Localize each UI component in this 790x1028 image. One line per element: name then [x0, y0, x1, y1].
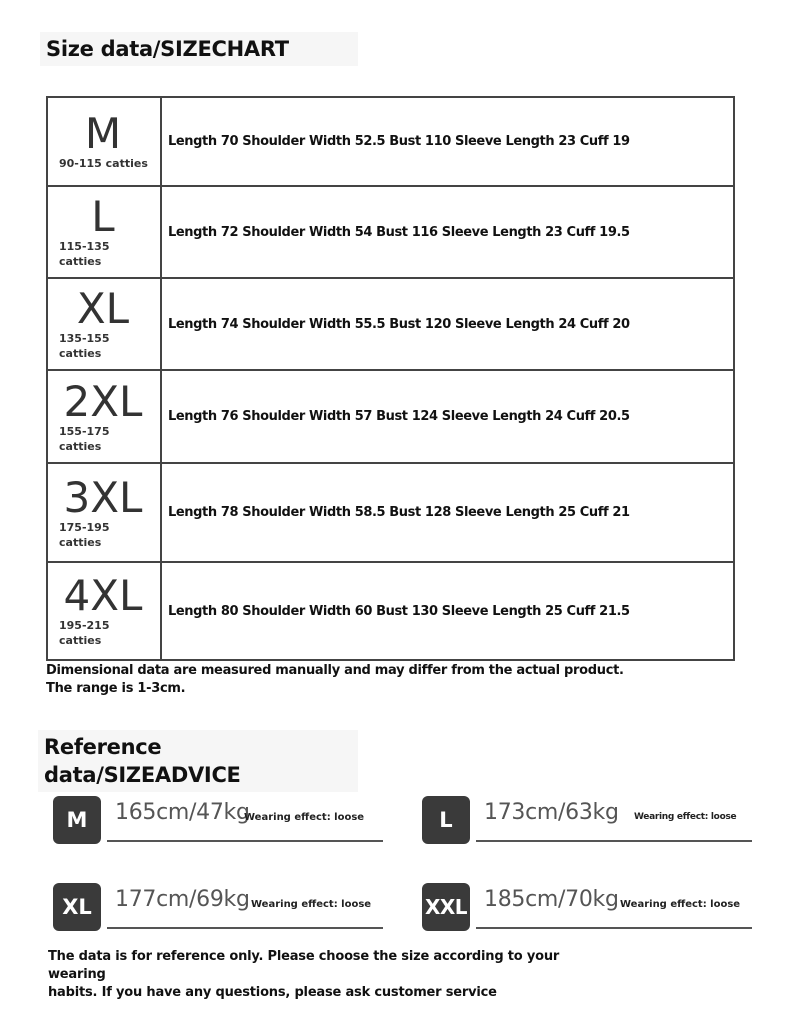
weight-range: 90-115 catties: [59, 157, 148, 170]
size-row-4xl: [48, 563, 733, 659]
size-spec: Length 78 Shoulder Width 58.5 Bust 128 Sleeve Length 25 Cuff 21: [168, 505, 630, 520]
wearing-effect: Wearing effect: loose: [620, 899, 741, 910]
size-label: 2XL: [63, 376, 143, 426]
footer-line: habits. If you have any questions, please ask customer service: [48, 985, 497, 1000]
size-badge: L: [422, 796, 470, 844]
size-row-2xl: [48, 371, 733, 464]
height-weight: 185cm/70kg: [484, 887, 619, 912]
size-row-xl: [48, 279, 733, 371]
underline-divider: [476, 840, 752, 842]
advice-item-xl: [53, 883, 383, 933]
wearing-effect: Wearing effect: loose: [244, 812, 365, 823]
height-weight: 173cm/63kg: [484, 800, 619, 825]
wearing-effect: Wearing effect: loose: [251, 899, 372, 910]
size-badge: XL: [53, 883, 101, 931]
size-row-m: [48, 98, 733, 187]
size-badge: XXL: [422, 883, 470, 931]
size-cell: [48, 371, 162, 462]
advice-item-l: [422, 796, 752, 846]
underline-divider: [107, 927, 383, 929]
size-chart-title: Size data/SIZECHART: [40, 32, 358, 66]
size-badge: M: [53, 796, 101, 844]
underline-divider: [476, 927, 752, 929]
advice-item-m: [53, 796, 383, 846]
weight-range: 175-195 catties: [59, 520, 110, 549]
size-label: 3XL: [63, 472, 143, 522]
underline-divider: [107, 840, 383, 842]
size-label: L: [91, 192, 115, 241]
weight-range: 135-155 catties: [59, 332, 110, 360]
size-chart-table: [46, 96, 735, 661]
height-weight: 177cm/69kg: [115, 887, 250, 912]
size-advice-title: Reference data/SIZEADVICE: [38, 730, 358, 792]
size-row-3xl: [48, 464, 733, 563]
advice-item-xxl: [422, 883, 752, 933]
size-spec: Length 74 Shoulder Width 55.5 Bust 120 Sleeve Length 24 Cuff 20: [168, 316, 630, 332]
size-cell: [48, 279, 162, 369]
size-spec: Length 76 Shoulder Width 57 Bust 124 Sleeve Length 24 Cuff 20.5: [168, 409, 630, 424]
size-spec: Length 80 Shoulder Width 60 Bust 130 Sleeve Length 25 Cuff 21.5: [168, 603, 630, 619]
weight-range: 155-175 catties: [59, 424, 110, 453]
measurement-note: [46, 662, 624, 698]
size-label: 4XL: [63, 571, 143, 620]
size-cell: [48, 187, 162, 277]
size-label: XL: [76, 284, 130, 333]
footer-line: The data is for reference only. Please choose the size according to your wearing: [48, 949, 560, 982]
size-cell: [48, 464, 162, 561]
size-label: M: [84, 109, 122, 158]
size-cell: [48, 98, 162, 185]
weight-range: 195-215 catties: [59, 619, 110, 647]
size-spec: Length 70 Shoulder Width 52.5 Bust 110 Sleeve Length 23 Cuff 19: [168, 134, 630, 149]
wearing-effect: Wearing effect: loose: [634, 812, 737, 822]
size-row-l: [48, 187, 733, 279]
note-line: Dimensional data are measured manually and may differ from the actual product.: [46, 663, 624, 678]
note-line: The range is 1-3cm.: [46, 681, 186, 696]
reference-footer-note: [48, 948, 608, 1002]
height-weight: 165cm/47kg: [115, 800, 250, 825]
weight-range: 115-135 catties: [59, 240, 110, 268]
size-cell: [48, 563, 162, 659]
size-spec: Length 72 Shoulder Width 54 Bust 116 Sleeve Length 23 Cuff 19.5: [168, 224, 630, 240]
